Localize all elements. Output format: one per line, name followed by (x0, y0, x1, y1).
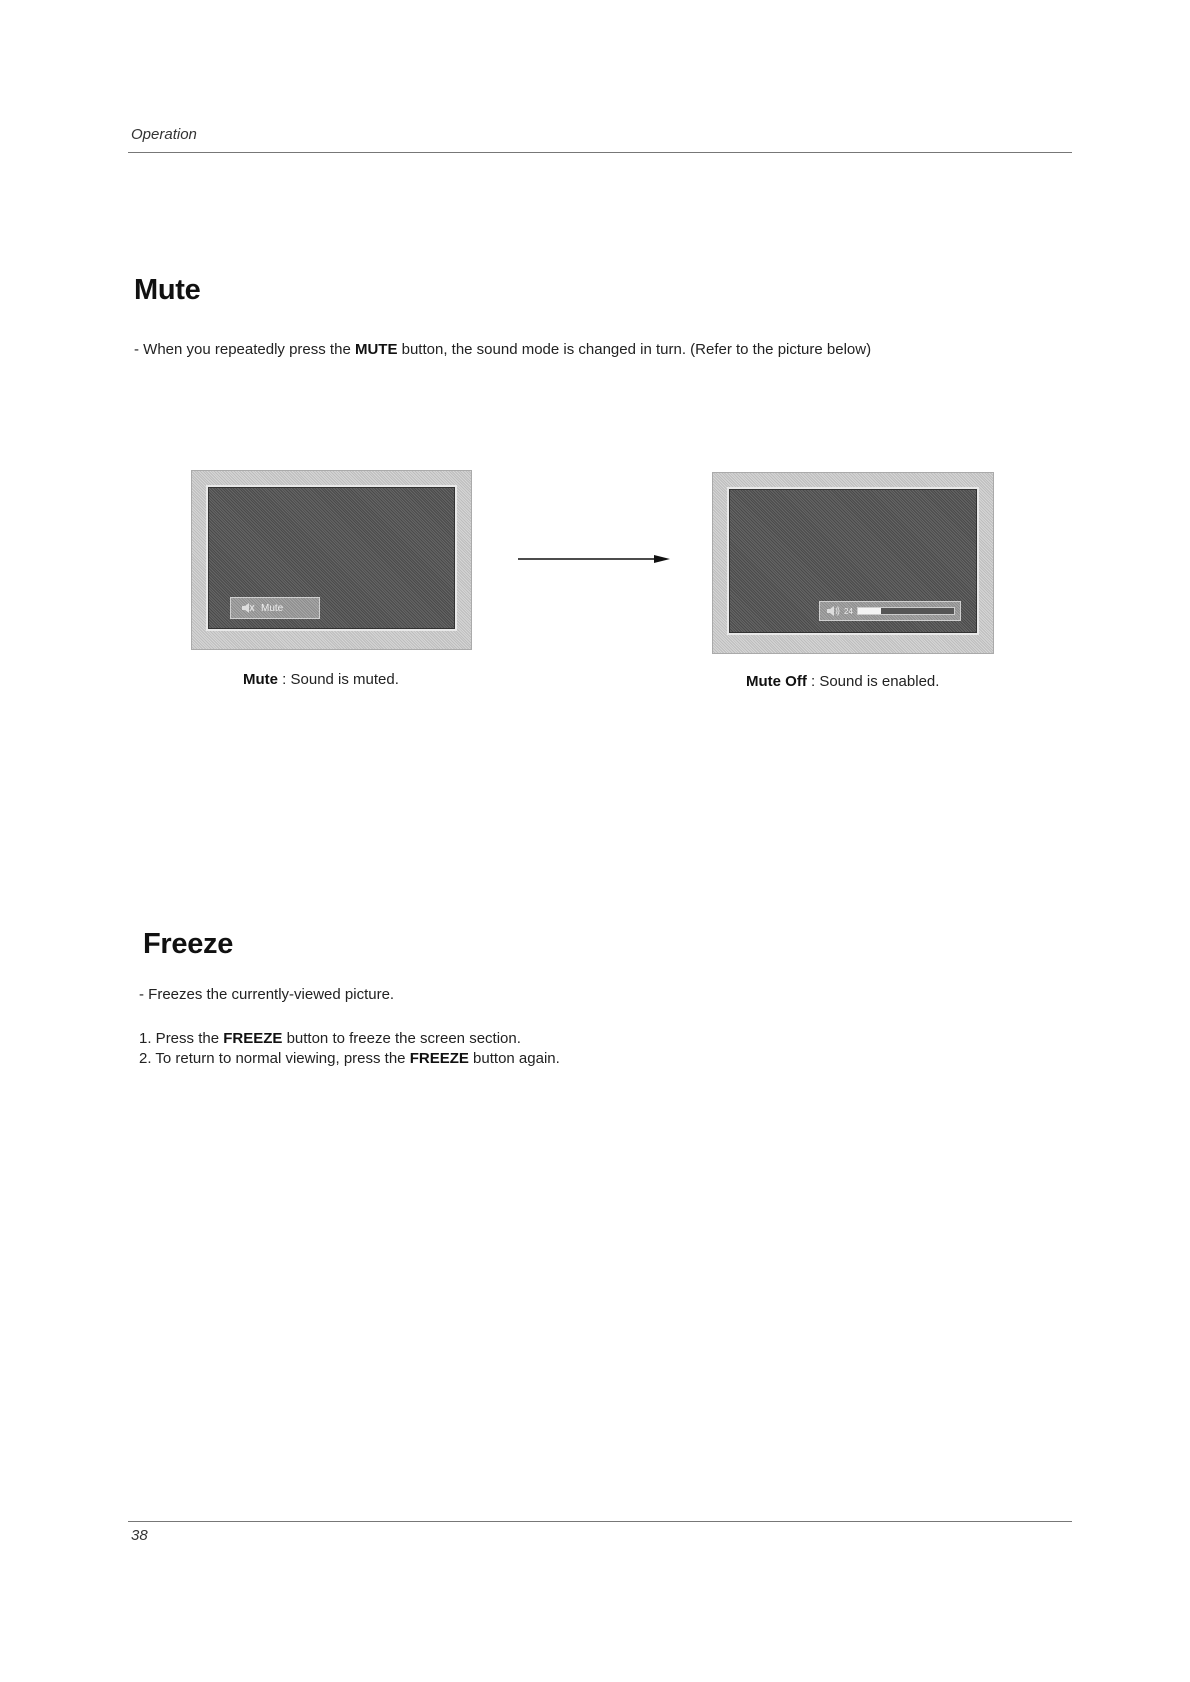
mute-off-caption (746, 673, 939, 690)
right-arrow-icon (518, 553, 670, 565)
freeze-step-2 (139, 1050, 560, 1067)
tv-screen-area (727, 487, 979, 635)
header-rule (128, 152, 1072, 153)
footer-rule (128, 1521, 1072, 1522)
step-text-pre: To return to normal viewing, press the (151, 1050, 410, 1067)
mute-desc-pre: - When you repeatedly press the (134, 341, 355, 358)
mute-caption (243, 671, 399, 688)
step-text-post: button to freeze the screen section. (282, 1030, 521, 1047)
mute-section-title: Mute (134, 274, 201, 306)
step-key: FREEZE (223, 1030, 283, 1047)
volume-value: 24 (844, 606, 853, 616)
volume-osd-box (819, 601, 961, 621)
mute-off-caption-text: : Sound is enabled. (806, 673, 940, 690)
mute-desc-key: MUTE (354, 341, 398, 358)
volume-bar-fill (858, 608, 881, 614)
step-key: FREEZE (409, 1050, 469, 1067)
mute-caption-term: Mute (243, 671, 278, 688)
mute-osd-label: Mute (261, 602, 284, 614)
step-number: 2. (139, 1050, 152, 1067)
speaker-icon (826, 605, 840, 617)
mute-osd-box (230, 597, 320, 619)
step-text-post: button again. (468, 1050, 560, 1067)
volume-bar (857, 607, 955, 615)
speaker-muted-icon (241, 602, 255, 614)
freeze-description: - Freezes the currently-viewed picture. (139, 986, 395, 1003)
header-section-label: Operation (131, 126, 197, 143)
page-number: 38 (131, 1527, 148, 1544)
freeze-step-1 (139, 1030, 521, 1047)
mute-off-caption-term: Mute Off (746, 673, 807, 690)
tv-screen-muted-illustration (191, 470, 472, 650)
step-text-pre: Press the (151, 1030, 224, 1047)
step-number: 1. (139, 1030, 152, 1047)
mute-description (134, 341, 871, 358)
mute-caption-text: : Sound is muted. (278, 671, 399, 688)
mute-desc-post: button, the sound mode is changed in turn. (Refer to the picture below) (397, 341, 872, 358)
freeze-section-title: Freeze (143, 928, 234, 960)
tv-screen-enabled-illustration (712, 472, 994, 654)
tv-screen-area (206, 485, 457, 631)
